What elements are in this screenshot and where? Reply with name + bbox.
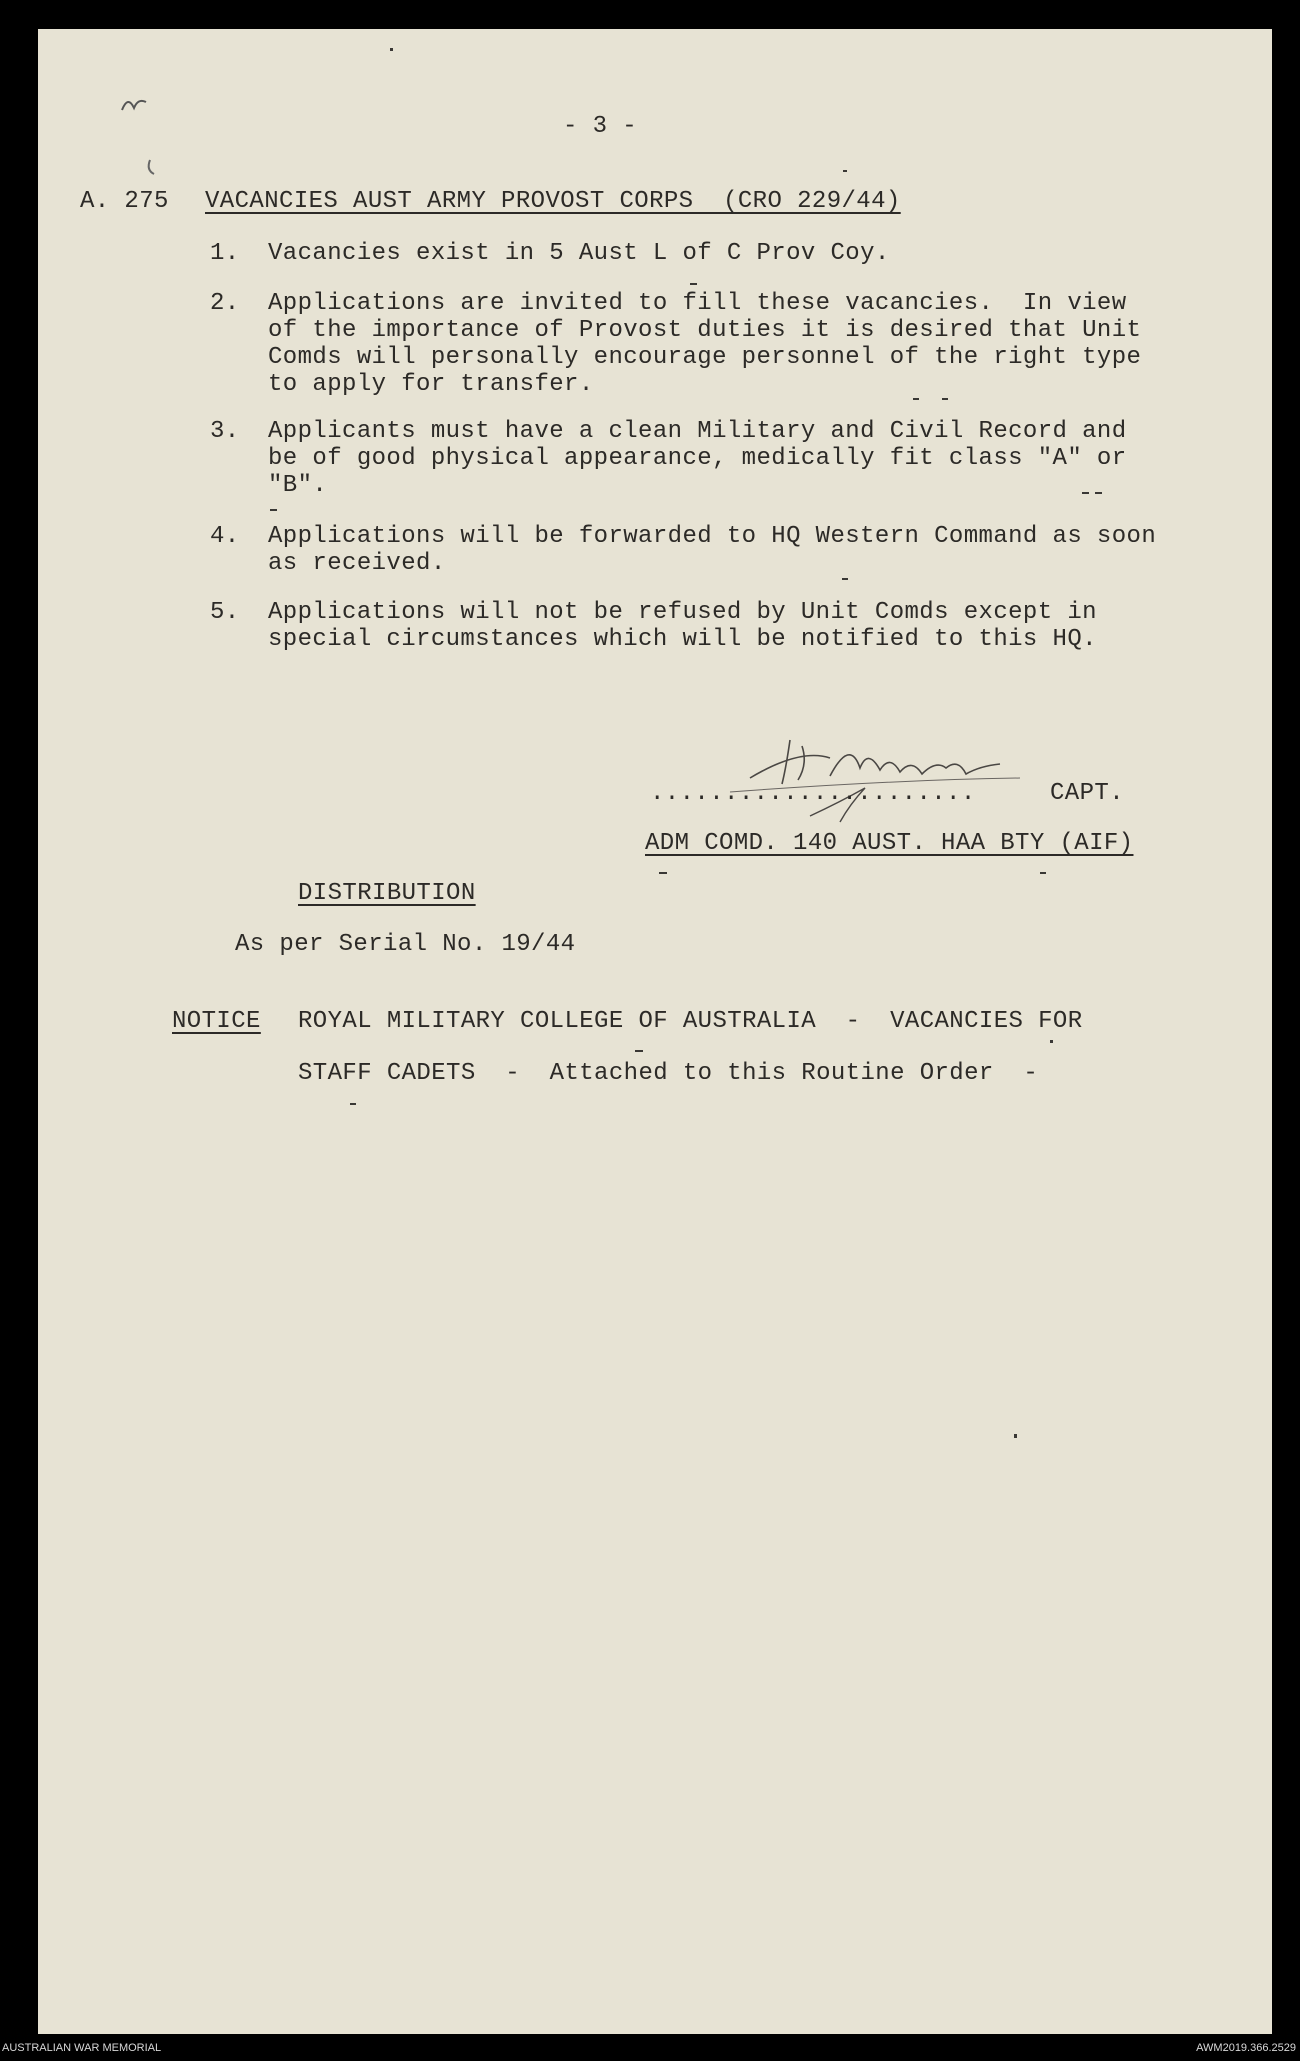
paragraph-number: 5. bbox=[210, 599, 240, 626]
paragraph-line: be of good physical appearance, medically fit class "A" or bbox=[268, 445, 1127, 472]
paragraph-line: as received. bbox=[268, 550, 446, 577]
paragraph-line: Vacancies exist in 5 Aust L of C Prov Coy. bbox=[268, 240, 890, 267]
paragraph-line: to apply for transfer. bbox=[268, 371, 594, 398]
paragraph-line: Applications will not be refused by Unit Comds except in bbox=[268, 599, 1097, 626]
paragraph-number: 2. bbox=[210, 290, 240, 317]
paragraph-number: 4. bbox=[210, 523, 240, 550]
paragraph-number: 1. bbox=[210, 240, 240, 267]
page-number: - 3 - bbox=[563, 113, 638, 140]
distribution-heading: DISTRIBUTION bbox=[298, 880, 476, 907]
paragraph-line: Applicants must have a clean Military and Civil Record and bbox=[268, 418, 1127, 445]
paragraph-line: of the importance of Provost duties it is desired that Unit bbox=[268, 317, 1142, 344]
archive-credit: AUSTRALIAN WAR MEMORIAL bbox=[2, 2042, 162, 2054]
distribution-text: As per Serial No. 19/44 bbox=[235, 931, 576, 958]
paragraph-number: 3. bbox=[210, 418, 240, 445]
signature-dots: ...................... bbox=[650, 780, 976, 807]
signature-appointment: ADM COMD. 140 AUST. HAA BTY (AIF) bbox=[645, 830, 1134, 857]
paragraph-line: "B". bbox=[268, 472, 328, 499]
paragraph-line: Comds will personally encourage personnel of the right type bbox=[268, 344, 1142, 371]
paragraph-line: Applications will be forwarded to HQ Western Command as soon bbox=[268, 523, 1157, 550]
paragraph-line: Applications are invited to fill these vacancies. In view bbox=[268, 290, 1127, 317]
notice-label: NOTICE bbox=[172, 1008, 261, 1035]
handwritten-signature bbox=[690, 718, 1050, 828]
signature-rank: CAPT. bbox=[1050, 780, 1125, 807]
item-ref: A. 275 bbox=[80, 188, 169, 215]
notice-line-2: STAFF CADETS - Attached to this Routine Order - bbox=[298, 1060, 1039, 1087]
notice-line-1: ROYAL MILITARY COLLEGE OF AUSTRALIA - VACANCIES FOR bbox=[298, 1008, 1083, 1035]
paragraph-line: special circumstances which will be notified to this HQ. bbox=[268, 626, 1097, 653]
item-title: VACANCIES AUST ARMY PROVOST CORPS (CRO 229/44) bbox=[205, 188, 901, 215]
handwritten-mark bbox=[112, 90, 182, 180]
accession-number: AWM2019.366.2529 bbox=[1196, 2042, 1296, 2054]
